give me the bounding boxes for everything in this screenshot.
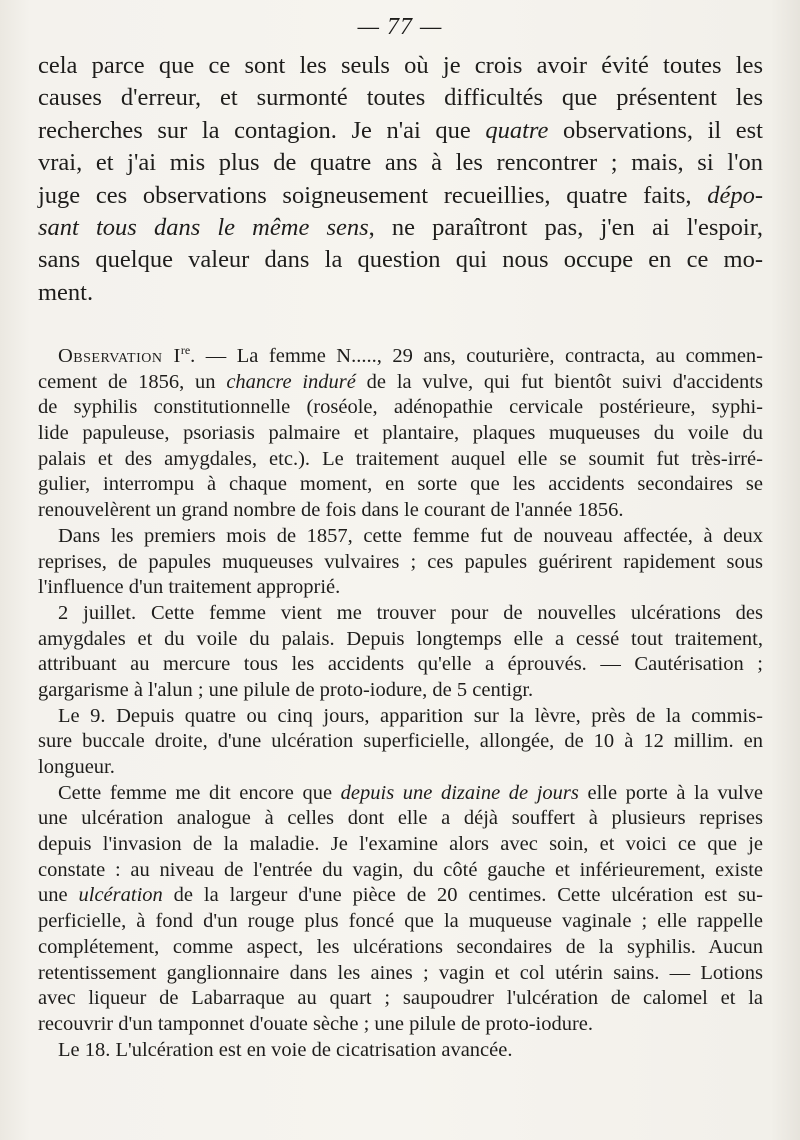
text-line: sure buccale droite, d'une ulcération superficielle, allongée, de 10 à 12 millim. en bbox=[38, 730, 763, 753]
text-line: gulier, interrompu à chaque moment, en sorte que les accidents secondaires se bbox=[38, 473, 763, 496]
text-line: longueur. bbox=[38, 756, 115, 778]
text-line: Le 18. L'ulcération est en voie de cicatrisation avancée. bbox=[58, 1038, 513, 1061]
text-line: avec liqueur de Labarraque au quart ; saupoudrer l'ulcération de calomel et la bbox=[38, 987, 763, 1010]
page-number: — 77 — bbox=[357, 14, 443, 40]
text-line: retentissement ganglionnaire dans les aines ; vagin et col utérin sains. — Lotions bbox=[38, 961, 763, 984]
text-line: vrai, et j'ai mis plus de quatre ans à les rencontrer ; mais, si l'on bbox=[38, 149, 763, 177]
observation-first-line: Observation Ire. — La femme N....., 29 ans, couturière, contracta, au commen- bbox=[58, 343, 764, 367]
text-line: recouvrir d'un tamponnet d'ouate sèche ; une pilule de proto-iodure. bbox=[38, 1012, 594, 1035]
text-line: reprises, de papules muqueuses vulvaires ; ces papules guérirent rapidement sous bbox=[38, 550, 763, 573]
text-line: palais et des amygdales, etc.). Le traitement auquel elle se soumit fut très-irré- bbox=[38, 447, 763, 470]
text-line: Dans les premiers mois de 1857, cette femme fut de nouveau affectée, à deux bbox=[58, 524, 763, 547]
text-line: amygdales et du voile du palais. Depuis longtemps elle a cessé tout traitement, bbox=[38, 627, 763, 650]
text-line: renouvelèrent un grand nombre de fois dans le courant de l'année 1856. bbox=[38, 499, 624, 522]
emphasis-quatre: quatre bbox=[485, 116, 549, 144]
text-line: sant tous dans le même sens, ne paraîtront pas, j'en ai l'espoir, bbox=[38, 213, 763, 241]
text-line: Le 9. Depuis quatre ou cinq jours, apparition sur la lèvre, près de la commis- bbox=[58, 704, 763, 727]
emphasis-ulceration: ulcération bbox=[78, 884, 163, 907]
text-line: cement de 1856, un chancre induré de la vulve, qui fut bientôt suivi d'accidents bbox=[38, 370, 763, 393]
text-line: l'influence d'un traitement approprié. bbox=[38, 576, 341, 599]
text-line: gargarisme à l'alun ; une pilule de proto-iodure, de 5 centigr. bbox=[38, 678, 534, 701]
text-line: cela parce que ce sont les seuls où je crois avoir évité toutes les bbox=[38, 52, 763, 79]
text-line: une ulcération analogue à celles dont elle a déjà souffert à plusieurs reprises bbox=[38, 807, 763, 830]
text-line: sans quelque valeur dans la question qui nous occupe en ce mo- bbox=[38, 246, 763, 274]
observation-heading: Observation I bbox=[58, 345, 181, 367]
emphasis-sant-tous: sant tous dans le même sens bbox=[38, 213, 369, 241]
text-line: ment. bbox=[38, 278, 94, 306]
text-line: complétement, comme aspect, les ulcérations secondaires de la syphilis. Aucun bbox=[38, 935, 763, 958]
observation-section bbox=[38, 344, 763, 1063]
text-line: Cette femme me dit encore que depuis une dizaine de jours elle porte à la vulve bbox=[58, 781, 763, 804]
text-line: perficielle, à fond d'un rouge plus foncé que la muqueuse vaginale ; elle rappelle bbox=[38, 910, 763, 933]
text-line: 2 juillet. Cette femme vient me trouver pour de nouvelles ulcérations des bbox=[58, 601, 763, 624]
emphasis-dizaine: depuis une dizaine de jours bbox=[340, 781, 579, 804]
text-line: recherches sur la contagion. Je n'ai que quatre observations, il est bbox=[38, 116, 763, 144]
text-line: attribuant au mercure tous les accidents qu'elle a éprouvés. — Cautérisation ; bbox=[38, 653, 763, 676]
intro-paragraph bbox=[38, 50, 763, 309]
text-line: juge ces observations soigneusement recueillies, quatre faits, dépo- bbox=[38, 181, 763, 209]
observation-heading-sup: re bbox=[180, 343, 191, 358]
text-line: causes d'erreur, et surmonté toutes difficultés que présentent les bbox=[38, 84, 763, 112]
text-line: constate : au niveau de l'entrée du vagin, du côté gauche et inférieurement, existe bbox=[38, 858, 763, 881]
text-line: depuis l'invasion de la maladie. Je l'examine alors avec soin, et voici ce que je bbox=[38, 833, 763, 856]
text-line: une ulcération de la largeur d'une pièce de 20 centimes. Cette ulcération est su- bbox=[38, 884, 763, 907]
emphasis-chancre: chancre induré bbox=[226, 370, 356, 393]
text-line: lide papuleuse, psoriasis palmaire et plantaire, plaques muqueuses du voile du bbox=[38, 422, 763, 445]
text-line: de syphilis constitutionnelle (roséole, adénopathie cervicale postérieure, syphi- bbox=[38, 396, 763, 419]
emphasis-depo: dépo- bbox=[707, 181, 763, 209]
